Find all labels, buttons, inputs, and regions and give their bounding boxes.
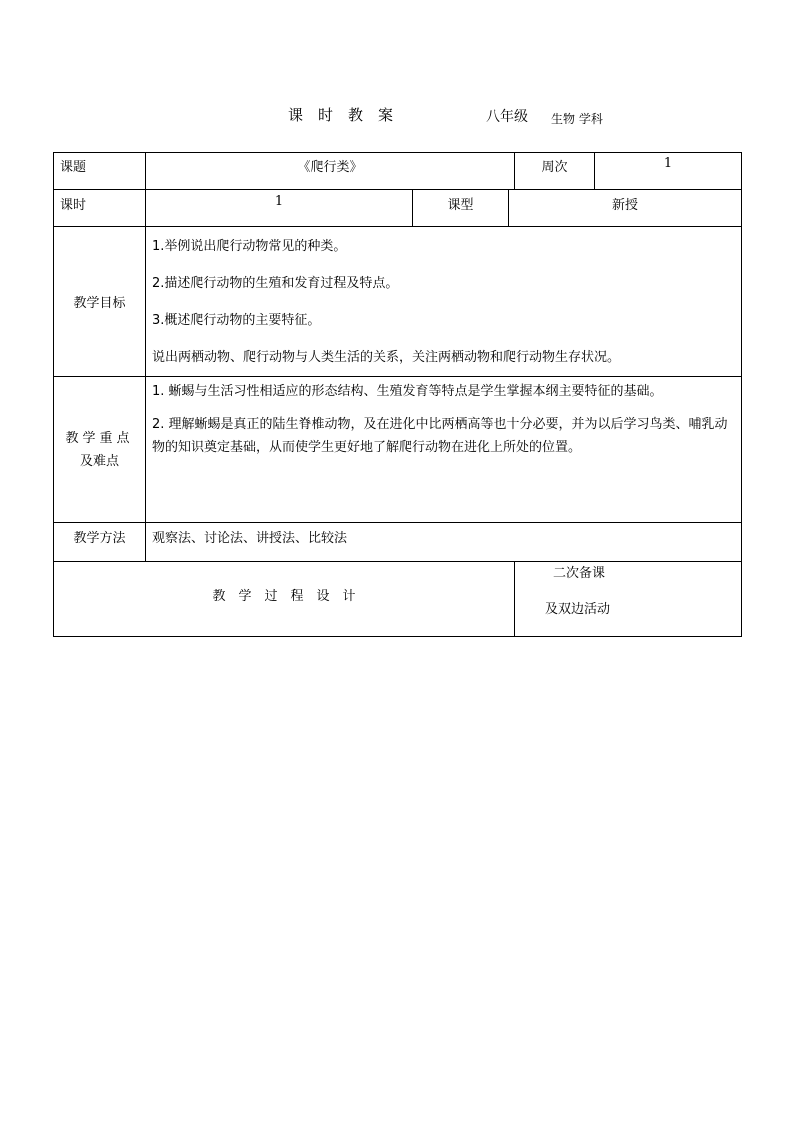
type-label: 课型 — [447, 198, 474, 213]
week-value-cell — [595, 153, 742, 190]
topic-value-cell — [146, 153, 515, 190]
methods-label: 教学方法 — [73, 531, 126, 546]
lesson-plan-table — [53, 152, 742, 637]
type-label-cell — [413, 190, 509, 227]
objective-item: 1.举例说出爬行动物常见的种类。 — [152, 238, 347, 254]
grade-label: 八年级 — [486, 109, 528, 125]
objectives-cell — [146, 227, 742, 377]
keypoint-item: 1. 蜥蜴与生活习性相适应的形态结构、生殖发育等特点是学生掌握本纲主要特征的基础。 — [152, 384, 663, 399]
document-header — [0, 104, 794, 130]
subject-label: 生物 学科 — [551, 112, 603, 126]
objective-item: 说出两栖动物、爬行动物与人类生活的关系，关注两栖动物和爬行动物生存状况。 — [152, 349, 621, 365]
period-value-cell — [146, 190, 413, 227]
process-row — [54, 562, 742, 637]
keypoint-item: 2. 理解蜥蜴是真正的陆生脊椎动物，及在进化中比两栖高等也十分必要，并为以后学习鸟类、哺乳动物的知识奠定基础，从而使学生更好地了解爬行动物在进化上所处的位置。 — [152, 417, 728, 455]
process-label: 教 学 过 程 设 计 — [212, 588, 356, 604]
period-value: 1 — [274, 194, 284, 209]
keypoints-row — [54, 377, 742, 523]
period-label-cell — [54, 190, 146, 227]
prep-label: 二次备课 — [553, 566, 606, 581]
prep-label: 及双边活动 — [545, 602, 611, 617]
type-value: 新授 — [612, 198, 639, 213]
methods-label-cell — [54, 523, 146, 562]
topic-label: 课题 — [60, 160, 87, 175]
methods-value: 观察法、讨论法、讲授法、比较法 — [152, 531, 348, 546]
keypoints-cell — [146, 377, 742, 523]
process-label-cell — [54, 562, 515, 637]
topic-label-cell — [54, 153, 146, 190]
objectives-label-cell — [54, 227, 146, 377]
topic-value: 《爬行类》 — [297, 160, 363, 175]
week-label: 周次 — [541, 160, 568, 175]
objectives-row — [54, 227, 742, 377]
objective-item: 3.概述爬行动物的主要特征。 — [152, 312, 321, 328]
keypoints-label: 教学重点 — [65, 430, 134, 446]
topic-row — [54, 153, 742, 190]
objective-item: 2.描述爬行动物的生殖和发育过程及特点。 — [152, 275, 399, 291]
week-value: 1 — [663, 156, 673, 171]
objectives-label: 教学目标 — [73, 296, 126, 311]
period-label: 课时 — [60, 198, 87, 213]
keypoints-label-cell — [54, 377, 146, 523]
methods-value-cell — [146, 523, 742, 562]
keypoints-label: 及难点 — [79, 453, 119, 469]
lesson-plan-title: 课 时 教 案 — [288, 106, 394, 124]
type-value-cell — [509, 190, 742, 227]
methods-row — [54, 523, 742, 562]
period-row — [54, 190, 742, 227]
prep-cell — [515, 562, 742, 637]
week-label-cell — [515, 153, 595, 190]
